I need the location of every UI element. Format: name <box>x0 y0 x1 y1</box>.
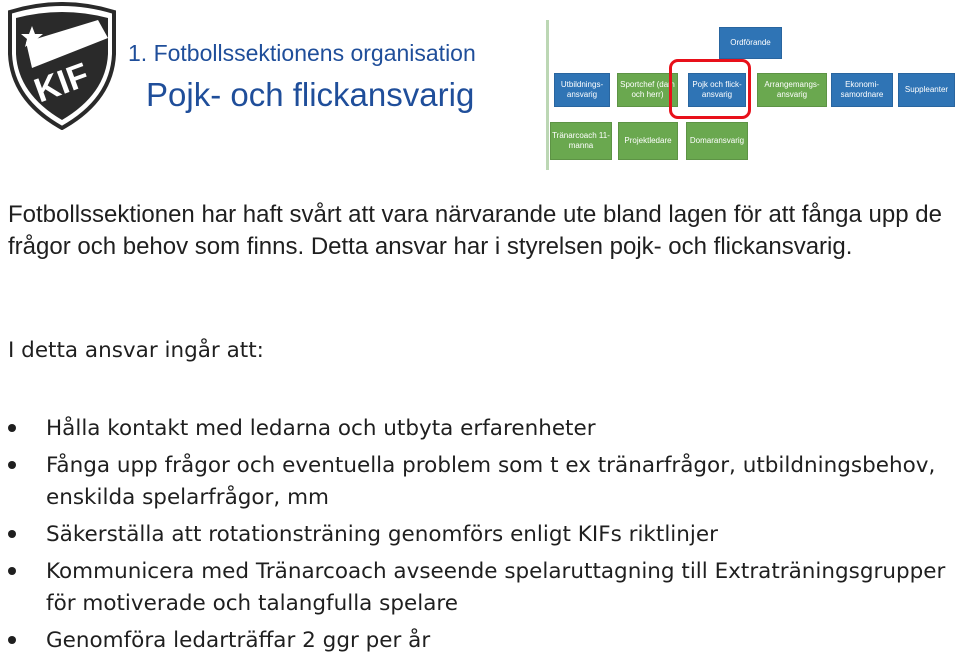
org-box-projektledare: Projektledare <box>618 122 678 160</box>
list-item-text: Hålla kontakt med ledarna och utbyta erfarenheter <box>46 416 596 441</box>
list-item <box>0 519 950 551</box>
list-item <box>0 413 950 445</box>
org-box-sportchef: Sportchef (dam och herr) <box>617 73 678 107</box>
list-item <box>0 625 950 657</box>
section-title: 1. Fotbollssektionens organisation <box>128 40 476 66</box>
list-item <box>0 450 950 514</box>
logo-text: KIF <box>29 55 94 111</box>
kif-logo <box>2 2 120 130</box>
list-item-text: Kommunicera med Tränarcoach avseende spelaruttagning till Extraträningsgrupper för motiverade och talangfulla spelare <box>46 559 946 616</box>
page-title: Pojk- och flickansvarig <box>146 76 475 113</box>
org-box-tranarcoach: Tränarcoach 11-manna <box>550 122 612 160</box>
org-box-suppleanter: Suppleanter <box>898 73 955 107</box>
bullet-icon <box>8 424 16 432</box>
bullet-icon <box>8 461 16 469</box>
org-box-ordforande: Ordförande <box>719 27 782 59</box>
org-box-ekonomisamordnare: Ekonomi- samordnare <box>831 73 893 107</box>
list-item-text: Fånga upp frågor och eventuella problem som t ex tränarfrågor, utbildningsbehov, enskilda spelarfrågor, mm <box>46 453 936 510</box>
bullet-icon <box>8 530 16 538</box>
org-box-arrangemangsansvarig: Arrangemangs- ansvarig <box>757 73 827 107</box>
chart-divider <box>546 20 549 170</box>
bullet-icon <box>8 567 16 575</box>
list-item-text: Genomföra ledarträffar 2 ggr per år <box>46 628 431 653</box>
intro-paragraph: Fotbollssektionen har haft svårt att vara närvarande ute bland lagen för att fånga upp de frågor och behov som finns. Detta ansvar har i styrelsen pojk- och flickansvarig. <box>8 201 942 260</box>
list-item-text: Säkerställa att rotationsträning genomförs enligt KIFs riktlinjer <box>46 522 718 547</box>
org-chart <box>546 20 956 170</box>
highlight-frame <box>669 59 751 119</box>
org-box-utbildningsansvarig: Utbildnings- ansvarig <box>554 73 610 107</box>
list-item <box>0 556 950 620</box>
responsibilities-intro: I detta ansvar ingår att: <box>8 338 264 363</box>
org-box-domaransvarig: Domaransvarig <box>686 122 748 160</box>
responsibilities-list <box>0 413 950 662</box>
org-box-pojk-flickansvarig: Pojk och flick- ansvarig <box>688 73 746 107</box>
bullet-icon <box>8 636 16 644</box>
